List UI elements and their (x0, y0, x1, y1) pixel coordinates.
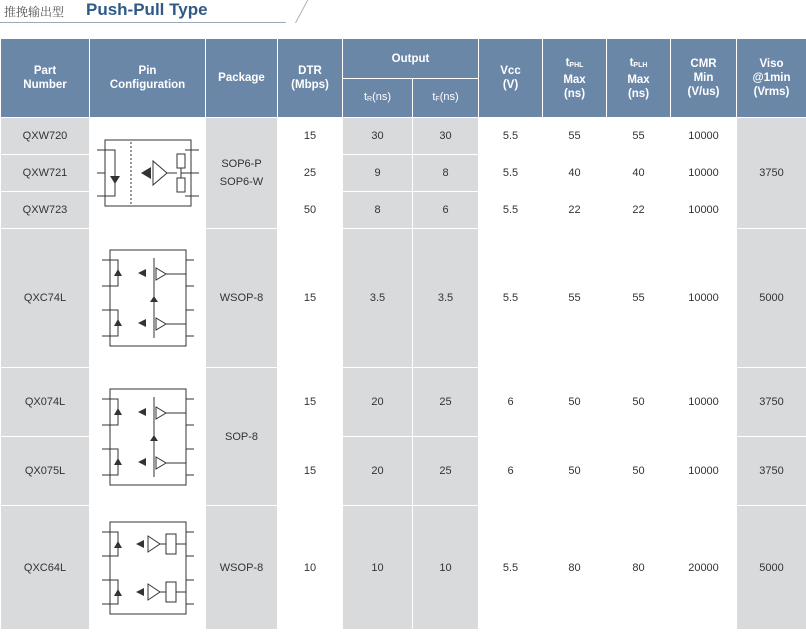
section-title-english: Push-Pull Type (86, 0, 208, 19)
part-number-cell: QX075L (1, 437, 90, 506)
tf-cell: 10 (413, 506, 479, 630)
tf-cell: 25 (413, 437, 479, 506)
tphl-cell: 80 (543, 506, 607, 630)
tplh-cell: 80 (607, 506, 671, 630)
dtr-cell: 15 (278, 229, 343, 368)
optocoupler-schematic-icon (93, 128, 203, 218)
dual-optocoupler-schematic-icon (98, 238, 198, 358)
tplh-cell: 40 (607, 155, 671, 192)
tplh-cell: 22 (607, 192, 671, 229)
part-number-cell: QXW720 (1, 118, 90, 155)
title-slash-divider (284, 0, 308, 23)
tphl-cell: 22 (543, 192, 607, 229)
cmr-cell: 10000 (671, 368, 737, 437)
pin-configuration-sop6 (90, 118, 206, 229)
section-title-bar (0, 0, 806, 24)
pin-configuration-sop8 (90, 368, 206, 506)
part-number-cell: QX074L (1, 368, 90, 437)
table-row (1, 506, 806, 630)
vcc-cell: 6 (479, 368, 543, 437)
dtr-cell: 25 (278, 155, 343, 192)
header-cmr: CMR Min (V/us) (671, 39, 737, 118)
package-cell: SOP6-P SOP6-W (206, 118, 278, 229)
package-cell: WSOP-8 (206, 229, 278, 368)
header-tf: tF(ns) (413, 79, 479, 118)
pin-configuration-wsop8 (90, 229, 206, 368)
table-row (1, 229, 806, 368)
vcc-cell: 5.5 (479, 229, 543, 368)
part-number-cell: QXW723 (1, 192, 90, 229)
tr-cell: 20 (343, 368, 413, 437)
header-tphl: tPHL Max (ns) (543, 39, 607, 118)
viso-cell: 3750 (737, 368, 806, 437)
cmr-cell: 10000 (671, 155, 737, 192)
header-viso: Viso @1min (Vrms) (737, 39, 806, 118)
tphl-cell: 40 (543, 155, 607, 192)
tr-cell: 30 (343, 118, 413, 155)
vcc-cell: 6 (479, 437, 543, 506)
tphl-cell: 50 (543, 437, 607, 506)
tf-cell: 6 (413, 192, 479, 229)
vcc-cell: 5.5 (479, 192, 543, 229)
dual-optocoupler-schematic-icon (98, 377, 198, 497)
tphl-cell: 55 (543, 229, 607, 368)
dtr-cell: 50 (278, 192, 343, 229)
tf-cell: 8 (413, 155, 479, 192)
viso-cell: 3750 (737, 437, 806, 506)
tr-cell: 10 (343, 506, 413, 630)
table-row (1, 368, 806, 437)
part-number-cell: QXW721 (1, 155, 90, 192)
dtr-cell: 15 (278, 437, 343, 506)
dtr-cell: 15 (278, 118, 343, 155)
tf-cell: 30 (413, 118, 479, 155)
vcc-cell: 5.5 (479, 155, 543, 192)
tplh-cell: 55 (607, 118, 671, 155)
tplh-cell: 50 (607, 368, 671, 437)
cmr-cell: 10000 (671, 229, 737, 368)
pin-configuration-wsop8-b (90, 506, 206, 630)
cmr-cell: 10000 (671, 192, 737, 229)
viso-cell: 5000 (737, 229, 806, 368)
vcc-cell: 5.5 (479, 506, 543, 630)
header-vcc: Vcc (V) (479, 39, 543, 118)
tphl-cell: 50 (543, 368, 607, 437)
tf-cell: 25 (413, 368, 479, 437)
vcc-cell: 5.5 (479, 118, 543, 155)
tr-cell: 8 (343, 192, 413, 229)
viso-cell: 5000 (737, 506, 806, 630)
table-row (1, 118, 806, 155)
header-dtr: DTR (Mbps) (278, 39, 343, 118)
push-pull-spec-table (0, 38, 806, 630)
tf-cell: 3.5 (413, 229, 479, 368)
tr-cell: 9 (343, 155, 413, 192)
part-number-cell: QXC64L (1, 506, 90, 630)
header-pin-configuration: Pin Configuration (90, 39, 206, 118)
part-number-cell: QXC74L (1, 229, 90, 368)
title-underline (0, 22, 286, 23)
header-part-number: Part Number (1, 39, 90, 118)
dtr-cell: 10 (278, 506, 343, 630)
package-cell: SOP-8 (206, 368, 278, 506)
cmr-cell: 20000 (671, 506, 737, 630)
dual-optocoupler-schematic-icon (98, 512, 198, 624)
dtr-cell: 15 (278, 368, 343, 437)
tr-cell: 20 (343, 437, 413, 506)
header-package: Package (206, 39, 278, 118)
tplh-cell: 50 (607, 437, 671, 506)
tphl-cell: 55 (543, 118, 607, 155)
package-cell: WSOP-8 (206, 506, 278, 630)
header-tplh: tPLH Max (ns) (607, 39, 671, 118)
cmr-cell: 10000 (671, 437, 737, 506)
header-output: Output (343, 39, 479, 79)
header-tr: tR(ns) (343, 79, 413, 118)
tplh-cell: 55 (607, 229, 671, 368)
tr-cell: 3.5 (343, 229, 413, 368)
section-title-chinese: 推挽输出型 (4, 5, 65, 19)
viso-cell: 3750 (737, 118, 806, 229)
cmr-cell: 10000 (671, 118, 737, 155)
